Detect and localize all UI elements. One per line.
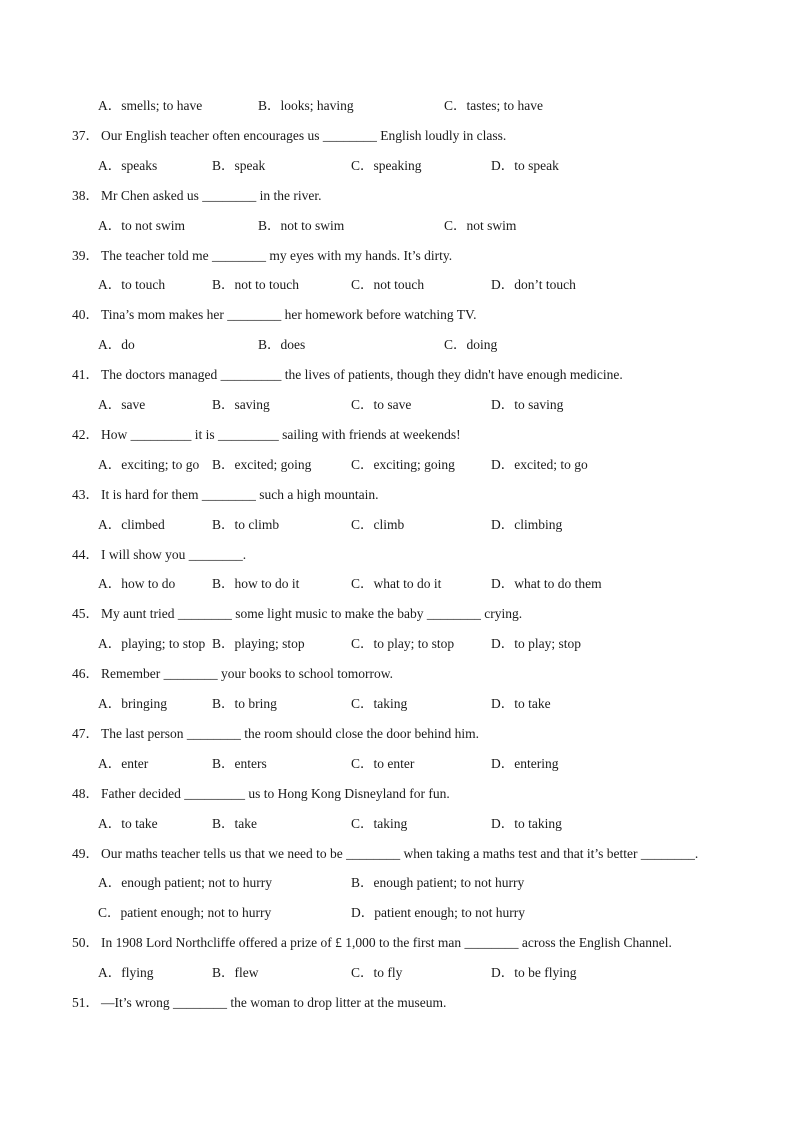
options-row (0, 216, 800, 236)
answer-option: C．patient enough; not to hurry (98, 905, 272, 921)
question-number: 39． (72, 247, 99, 263)
answer-option: C．speaking (351, 157, 422, 173)
question-text: My aunt tried ________ some light music to make the baby ________ crying. (101, 606, 523, 622)
question-number: 48． (72, 785, 99, 801)
question-number: 38． (72, 187, 99, 203)
question-43 (0, 485, 800, 505)
question-text: The doctors managed _________ the lives of patients, though they didn't have enough medicine. (101, 367, 623, 383)
question-number: 46． (72, 666, 99, 682)
answer-option: C．what to do it (351, 576, 442, 592)
answer-option: C．to fly (351, 965, 403, 981)
question-50 (0, 933, 800, 953)
question-number: 45． (72, 606, 99, 622)
answer-option: D．climbing (491, 516, 563, 532)
options-row (0, 156, 800, 176)
answer-option: C．tastes; to have (444, 98, 543, 113)
question-text: It is hard for them ________ such a high mountain. (101, 486, 379, 502)
answer-option: A．how to do (98, 576, 176, 592)
answer-option: D．to saving (491, 397, 564, 412)
question-49 (0, 844, 800, 864)
question-47 (0, 724, 800, 744)
answer-option: A．smells; to have (98, 98, 203, 113)
question-number: 49． (72, 845, 99, 861)
options-row (0, 395, 800, 415)
question-number: 51． (72, 995, 99, 1010)
answer-option: B．speak (212, 157, 266, 173)
answer-option: D．to be flying (491, 965, 577, 981)
answer-option: A．enter (98, 755, 149, 771)
answer-option: A．to not swim (98, 217, 186, 233)
question-44 (0, 545, 800, 565)
question-number: 43． (72, 486, 99, 502)
question-number: 41． (72, 367, 99, 383)
options-row (0, 873, 800, 893)
answer-option: B．enough patient; to not hurry (351, 875, 525, 891)
answer-option: C．exciting; going (351, 456, 455, 472)
answer-option: A．do (98, 337, 135, 353)
question-37 (0, 126, 800, 146)
question-text: In 1908 Lord Northcliffe offered a prize of £ 1,000 to the first man ________ across the English Channel. (101, 935, 672, 951)
answer-option: C．taking (351, 815, 408, 831)
answer-option: B．take (212, 815, 257, 831)
question-38 (0, 186, 800, 206)
options-row (0, 515, 800, 535)
answer-option: D．to take (491, 696, 551, 711)
question-41 (0, 365, 800, 385)
question-number: 37． (72, 127, 99, 143)
question-text: Our maths teacher tells us that we need to be ________ when taking a maths test and that it’s better ________. (101, 845, 699, 861)
answer-option: D．what to do them (491, 576, 602, 592)
answer-option: B．how to do it (212, 576, 300, 592)
answer-option: B．saving (212, 397, 270, 412)
question-number: 40． (72, 307, 99, 323)
answer-option: A．to take (98, 815, 158, 831)
answer-option: B．enters (212, 755, 267, 771)
answer-option: D．patient enough; to not hurry (351, 905, 525, 921)
answer-option: A．save (98, 397, 146, 412)
question-text: Father decided _________ us to Hong Kong Disneyland for fun. (101, 785, 450, 801)
answer-option: D．entering (491, 755, 559, 771)
answer-option: B．looks; having (258, 98, 354, 113)
answer-option: B．does (258, 337, 306, 353)
answer-option: D．don’t touch (491, 277, 576, 293)
question-46 (0, 664, 800, 684)
question-number: 42． (72, 426, 99, 442)
answer-option: C．doing (444, 337, 498, 353)
answer-option: A．playing; to stop (98, 636, 206, 652)
answer-option: A．speaks (98, 157, 158, 173)
answer-option: C．climb (351, 516, 405, 532)
question-42 (0, 425, 800, 445)
options-row (0, 814, 800, 834)
answer-option: B．flew (212, 965, 259, 981)
answer-option: C．not swim (444, 217, 517, 233)
question-45 (0, 604, 800, 624)
options-row (0, 335, 800, 355)
answer-option: C．to play; to stop (351, 636, 455, 652)
options-row (0, 455, 800, 475)
answer-option: A．flying (98, 965, 154, 981)
question-text: Tina’s mom makes her ________ her homework before watching TV. (101, 307, 477, 323)
question-40 (0, 305, 800, 325)
options-row (0, 754, 800, 774)
answer-option: A．bringing (98, 696, 167, 711)
options-row (0, 634, 800, 654)
options-row (0, 963, 800, 983)
answer-option: C．to save (351, 397, 412, 412)
answer-option: D．excited; to go (491, 456, 588, 472)
options-row (0, 694, 800, 714)
answer-option: D．to play; stop (491, 636, 581, 652)
question-text: The last person ________ the room should close the door behind him. (101, 725, 479, 741)
question-text: —It’s wrong ________ the woman to drop litter at the museum. (101, 995, 447, 1010)
answer-option: D．to speak (491, 157, 559, 173)
answer-option: B．to climb (212, 516, 280, 532)
answer-option: A．exciting; to go (98, 456, 200, 472)
answer-option: C．not touch (351, 277, 425, 293)
answer-option: A．enough patient; not to hurry (98, 875, 272, 891)
answer-option: C．taking (351, 696, 408, 711)
options-row (0, 903, 800, 923)
question-number: 44． (72, 546, 99, 562)
question-number: 50． (72, 935, 99, 951)
question-text: Mr Chen asked us ________ in the river. (101, 187, 322, 203)
question-number: 47． (72, 725, 99, 741)
question-text: Remember ________ your books to school tomorrow. (101, 666, 393, 682)
answer-option: B．playing; stop (212, 636, 305, 652)
question-text: Our English teacher often encourages us ________ English loudly in class. (101, 127, 507, 143)
answer-option: A．climbed (98, 516, 165, 532)
question-39 (0, 246, 800, 266)
answer-option: B．to bring (212, 696, 277, 711)
answer-option: D．to taking (491, 815, 562, 831)
question-48 (0, 784, 800, 804)
answer-option: B．not to touch (212, 277, 299, 293)
question-text: The teacher told me ________ my eyes with my hands. It’s dirty. (101, 247, 453, 263)
question-text: How _________ it is _________ sailing with friends at weekends! (101, 426, 461, 442)
answer-option: C．to enter (351, 755, 415, 771)
options-row (0, 96, 800, 116)
question-text: I will show you ________. (101, 546, 247, 562)
options-row (0, 574, 800, 594)
answer-option: A．to touch (98, 277, 166, 293)
answer-option: B．not to swim (258, 217, 345, 233)
answer-option: B．excited; going (212, 456, 312, 472)
options-row (0, 275, 800, 295)
question-51 (0, 993, 800, 1013)
